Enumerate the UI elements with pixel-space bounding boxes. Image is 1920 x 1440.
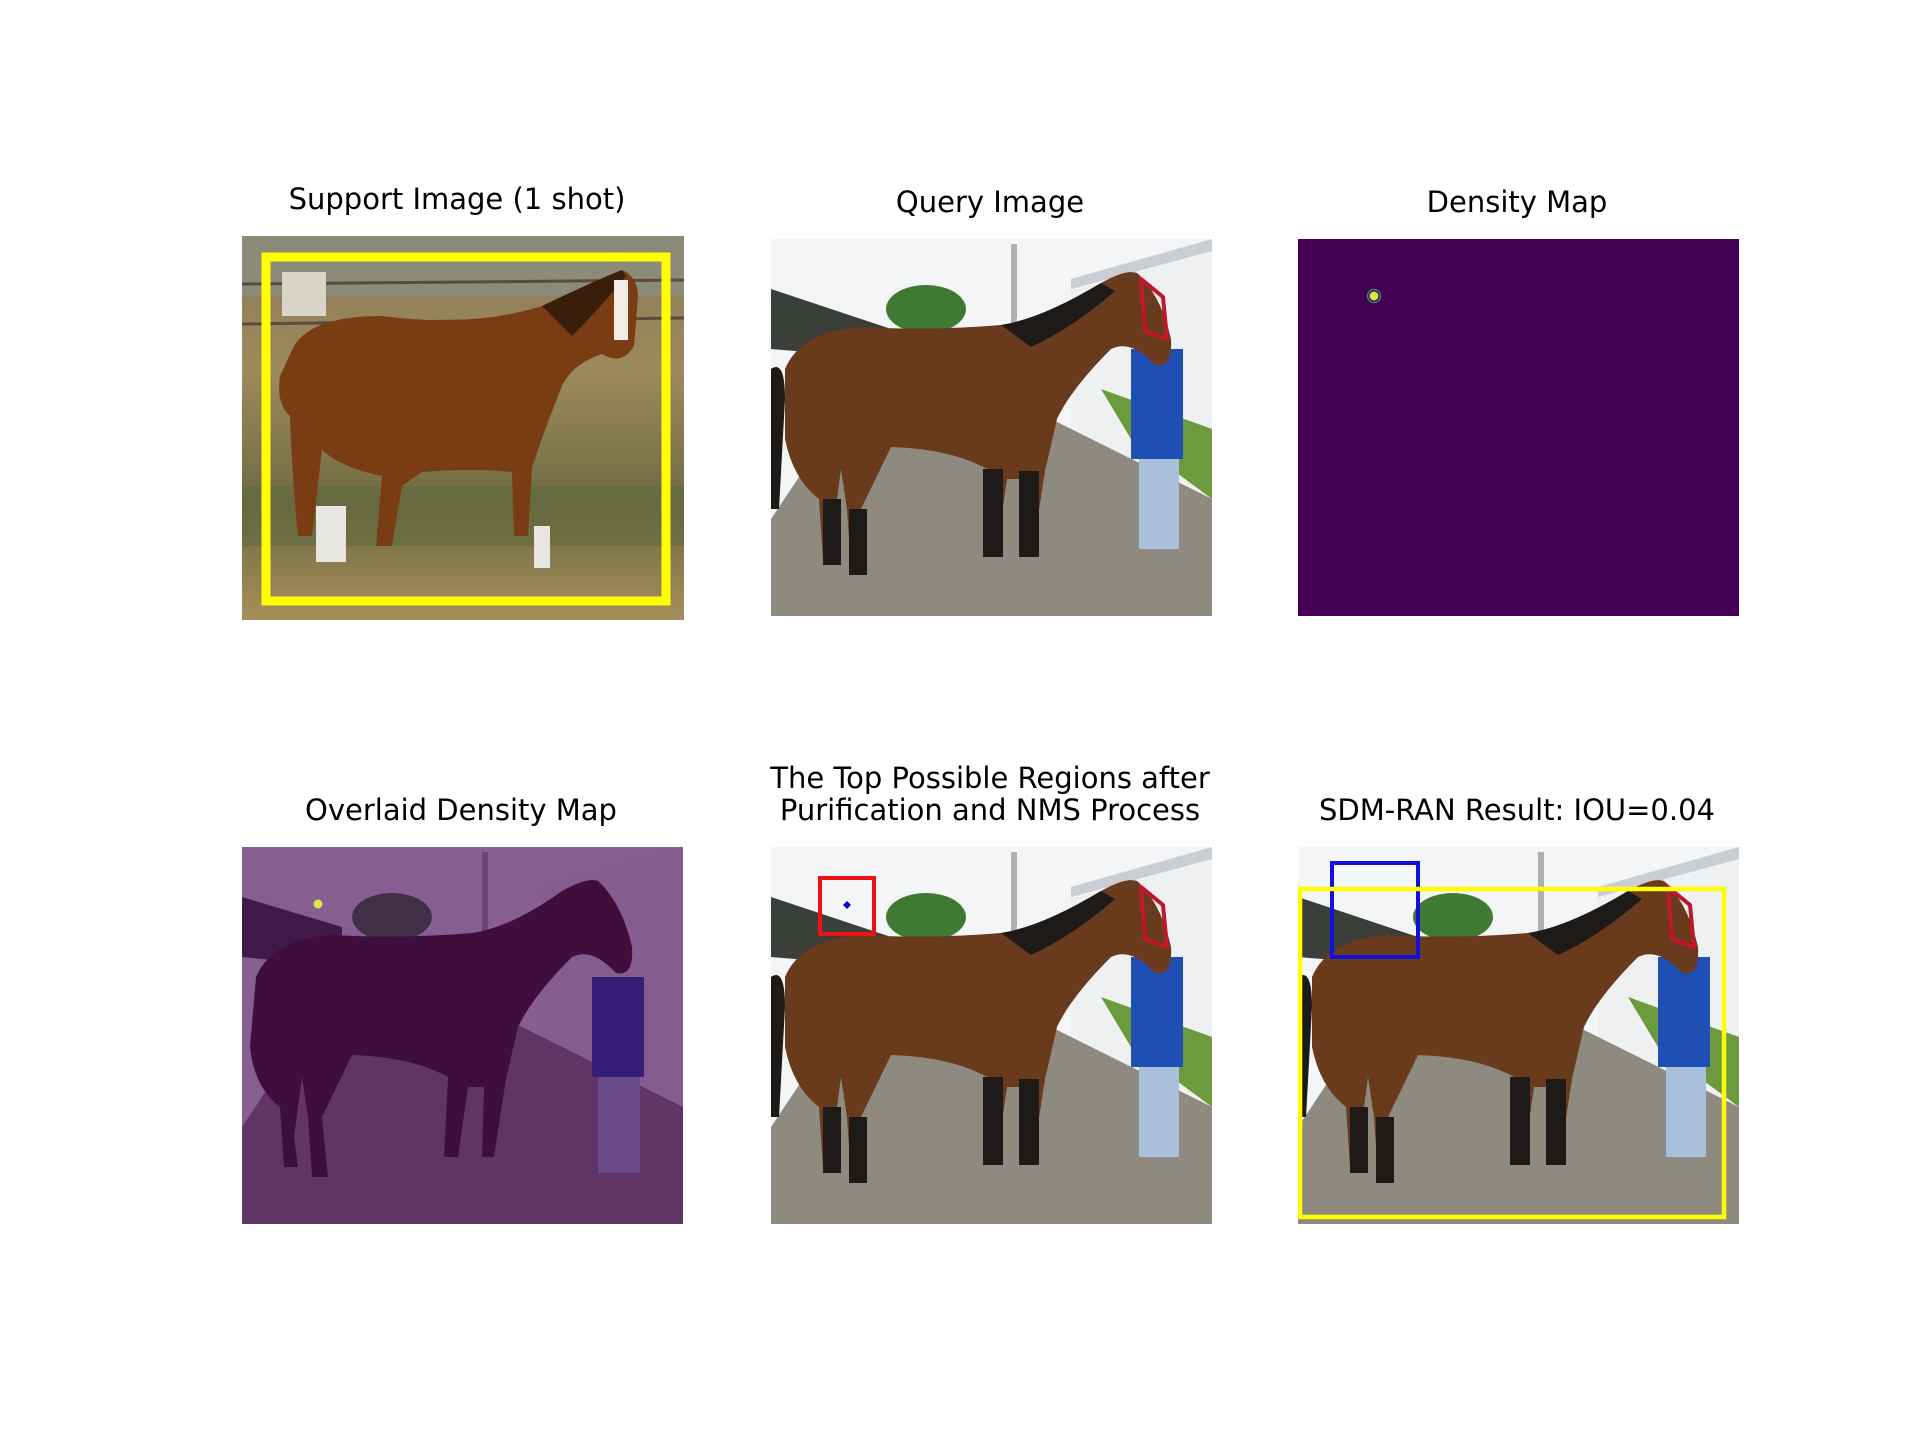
top-regions-title: The Top Possible Regions after Purification and NMS Process	[770, 761, 1210, 827]
result-title: SDM-RAN Result: IOU=0.04	[1318, 793, 1716, 827]
density-background	[1298, 239, 1739, 616]
query-image-panel	[771, 239, 1212, 616]
overlaid-density-map-panel	[242, 847, 683, 1224]
overlay-tint	[242, 847, 683, 1224]
query-image-title: Query Image	[895, 185, 1085, 219]
overlaid-density-map-title: Overlaid Density Map	[305, 793, 617, 827]
support-image-panel	[242, 236, 684, 620]
density-map-panel	[1298, 239, 1739, 616]
top-regions-panel	[771, 847, 1212, 1224]
density-peak	[1370, 292, 1379, 301]
support-image-title: Support Image (1 shot)	[288, 182, 626, 216]
density-map-title: Density Map	[1426, 185, 1608, 219]
result-panel	[1298, 847, 1739, 1224]
density-peak	[314, 900, 323, 909]
